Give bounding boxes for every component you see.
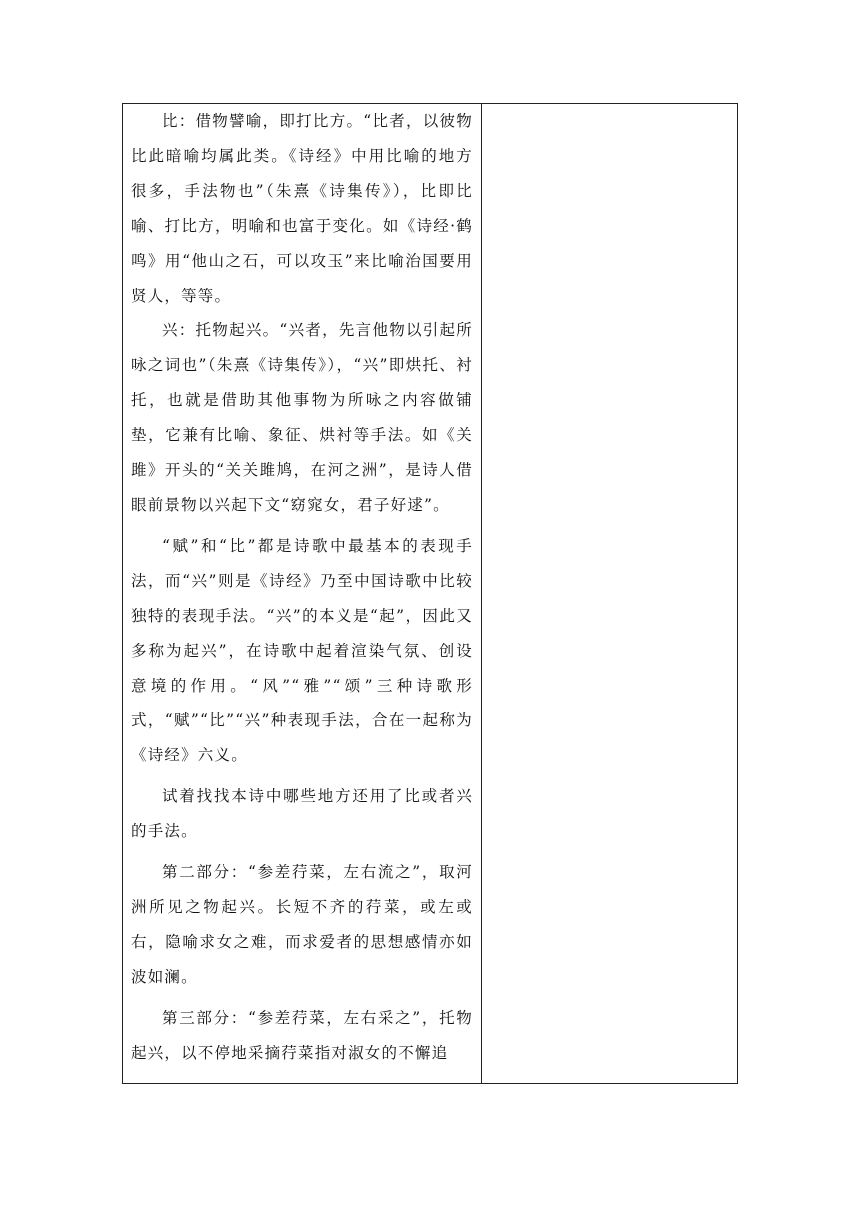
paragraph-fu-bi-xing: “赋”和“比”都是诗歌中最基本的表现手法，而“兴”则是《诗经》乃至中国诗歌中比较独特的表现手法。“兴”的本义是“起”，因此又多称为起兴”，在诗歌中起着渲染气氛、创设意境的作用。“风”“雅”“颂”三种诗歌形式，“赋”“比”“兴”种表现手法，合在一起称为《诗经》六义。 xyxy=(131,536,473,765)
paragraph-bi: 比：借物譬喻，即打比方。“比者，以彼物比此暗喻均属此类。《诗经》中用比喻的地方很多，手法物也”（朱熹《诗集传》），比即比喻、打比方，明喻和也富于变化。如《诗经·鹤鸣》用“他山之石，可以攻玉”来比喻治国要用贤人，等等。 xyxy=(131,112,473,305)
paragraph-question: 试着找找本诗中哪些地方还用了比或者兴的手法。 xyxy=(131,787,473,841)
text-cell xyxy=(123,104,482,1083)
content-table xyxy=(122,103,738,1084)
paragraph-xing: 兴：托物起兴。“兴者，先言他物以引起所咏之词也”（朱熹《诗集传》），“兴”即烘托、衬托，也就是借助其他事物为所咏之内容做铺垫，它兼有比喻、象征、烘衬等手法。如《关雎》开头的“关关雎鸠，在河之洲”，是诗人借眼前景物以兴起下文“窈窕女，君子好逑”。 xyxy=(131,321,473,514)
paragraph-part-two: 第二部分：“参差荇菜，左右流之”，取河洲所见之物起兴。长短不齐的荇菜，或左或右，隐喻求女之难，而求爱者的思想感情亦如波如澜。 xyxy=(131,863,473,986)
paragraph-part-three: 第三部分：“参差荇菜，左右采之”，托物起兴，以不停地采摘荇菜指对淑女的不懈追 xyxy=(131,1008,473,1062)
notes-cell xyxy=(482,104,737,1083)
